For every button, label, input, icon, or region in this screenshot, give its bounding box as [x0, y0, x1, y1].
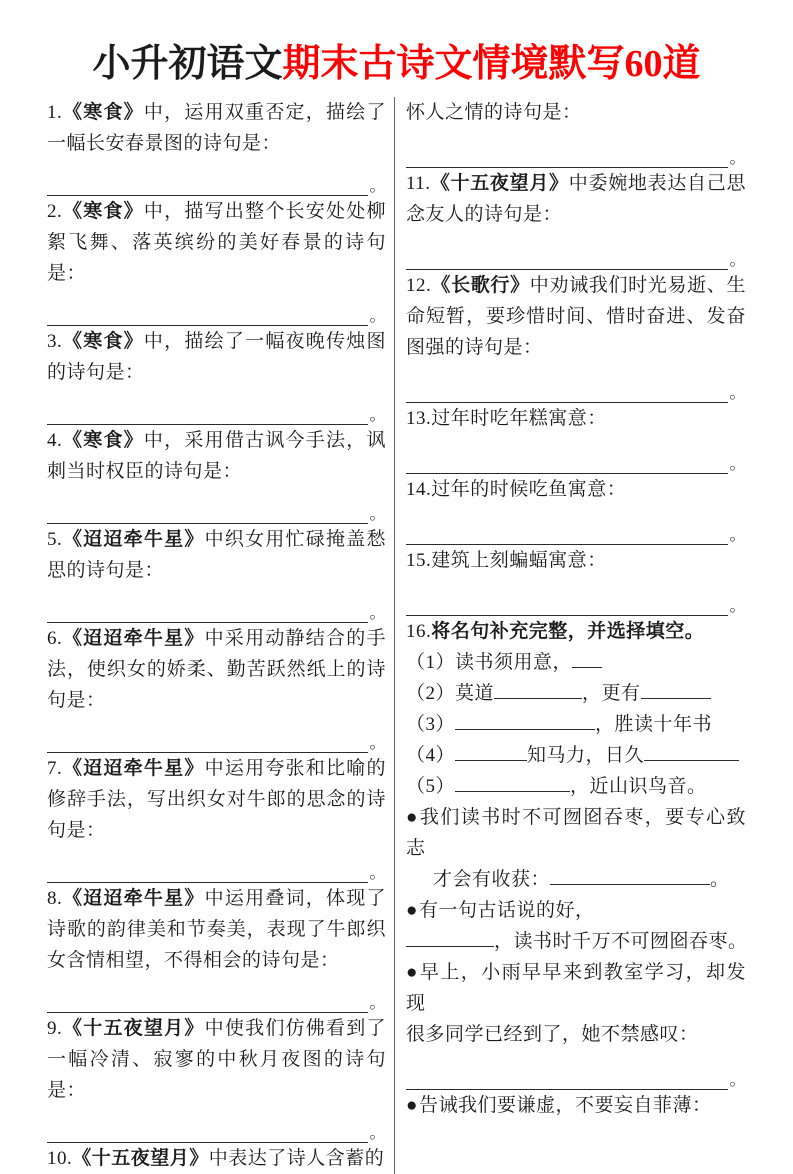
question-text: 过年的时候吃鱼寓意：: [431, 479, 627, 500]
bullet-note-3: [406, 957, 746, 1019]
period-mark: 。: [369, 735, 386, 752]
poem-title: 《十五夜望月》: [62, 1018, 205, 1039]
poem-title: 《寒食》: [62, 430, 144, 451]
bullet-text: 我们读书时不可囫囵吞枣，要专心致志: [406, 807, 746, 859]
fill-text: ，近山识鸟音。: [570, 776, 707, 797]
period-mark: 。: [369, 865, 386, 882]
question-number: 6.: [47, 628, 63, 649]
period-mark: 。: [369, 506, 386, 523]
bullet-note-1-line2: [406, 864, 746, 895]
bullet-note-2: [406, 895, 746, 926]
period-mark: 。: [369, 178, 386, 195]
answer-blank-q6[interactable]: [47, 716, 386, 753]
poem-title: 《迢迢牵牛星》: [62, 888, 205, 909]
question-13: [406, 403, 746, 434]
question-number: 5.: [47, 529, 63, 550]
question-number: 10.: [47, 1148, 73, 1169]
answer-blank-q12[interactable]: [406, 363, 746, 403]
question-10: [47, 1143, 386, 1174]
bullet-text: 早上，小雨早早来到教室学习，却发现: [406, 962, 746, 1014]
title-black-part: 小升初语文: [92, 43, 283, 85]
fill-text: 知马力，日久: [527, 745, 645, 766]
question-text: 中表达了诗人含蓄的: [208, 1148, 385, 1169]
poem-title: 《长歌行》: [431, 275, 530, 296]
question-text: 建筑上刻蝙蝠寓意：: [431, 550, 607, 571]
question-10-continuation: [406, 97, 746, 128]
question-number: 11.: [406, 173, 431, 194]
fill-text: （3）: [406, 714, 456, 735]
left-column: [47, 97, 386, 1174]
poem-title: 《迢迢牵牛星》: [62, 529, 205, 550]
question-number: 4.: [47, 430, 63, 451]
fill-text: （1）读书须用意，: [406, 652, 573, 673]
inline-answer-blank[interactable]: [455, 744, 527, 761]
bullet-text: 才会有收获：: [433, 869, 551, 890]
answer-blank-q8[interactable]: [47, 976, 386, 1013]
inline-answer-blank[interactable]: [550, 868, 710, 885]
question-3: [47, 326, 386, 388]
period-mark: 。: [729, 150, 746, 167]
answer-blank-q11[interactable]: [406, 230, 746, 270]
question-14: [406, 474, 746, 505]
period-mark: 。: [369, 995, 386, 1012]
question-9: [47, 1013, 386, 1106]
bullet-text: 很多同学已经到了，她不禁感叹：: [406, 1024, 699, 1045]
right-column: [406, 97, 746, 1174]
question-number: 12.: [406, 275, 432, 296]
bullet-note-1: [406, 802, 746, 864]
period-mark: 。: [710, 869, 730, 890]
question-8: [47, 883, 386, 976]
question-1: [47, 97, 386, 159]
period-mark: 。: [729, 598, 746, 615]
question-15: [406, 545, 746, 576]
fill-item-5: [406, 771, 746, 802]
answer-blank-q9[interactable]: [47, 1106, 386, 1143]
answer-blank-q15[interactable]: [406, 576, 746, 616]
question-text: 将名句补充完整，并选择填空。: [431, 621, 705, 642]
question-text: 中使我们仿佛看到了一幅冷清、寂寥的中秋月夜图的诗句是：: [47, 1018, 386, 1101]
question-number: 8.: [47, 888, 63, 909]
answer-blank-q5[interactable]: [47, 586, 386, 623]
bullet-note-4: [406, 1090, 746, 1121]
period-mark: 。: [369, 308, 386, 325]
answer-blank-q7[interactable]: [47, 846, 386, 883]
question-number: 9.: [47, 1018, 63, 1039]
bullet-text: 有一句古话说的好，: [418, 900, 595, 921]
question-7: [47, 753, 386, 846]
fill-text: （5）: [406, 776, 456, 797]
inline-answer-blank[interactable]: [455, 713, 595, 730]
fill-item-2: [406, 678, 746, 709]
fill-text: ，胜读十年书: [595, 714, 713, 735]
inline-answer-blank[interactable]: [641, 682, 711, 699]
question-number: 7.: [47, 758, 63, 779]
poem-title: 《迢迢牵牛星》: [62, 628, 205, 649]
period-mark: 。: [729, 385, 746, 402]
question-11: [406, 168, 746, 230]
bullet-icon: ●: [406, 1095, 418, 1116]
question-6: [47, 623, 386, 716]
fill-text: （4）: [406, 745, 456, 766]
bullet-note-2-line2: [406, 926, 746, 957]
inline-answer-blank[interactable]: [455, 775, 570, 792]
fill-text: （2）莫道: [406, 683, 495, 704]
bullet-note-3-line2: [406, 1019, 746, 1050]
question-text: 中委婉地表达自己思念友人的诗句是：: [406, 173, 746, 225]
period-mark: 。: [729, 456, 746, 473]
bullet-text: 告诫我们要谦虚，不要妄自菲薄：: [418, 1095, 712, 1116]
bullet-text: ，读书时千万不可囫囵吞枣。: [494, 931, 748, 952]
question-number: 3.: [47, 331, 63, 352]
question-16-heading: [406, 616, 746, 647]
answer-blank-q13[interactable]: [406, 434, 746, 474]
period-mark: 。: [729, 252, 746, 269]
answer-blank-q14[interactable]: [406, 505, 746, 545]
page-title: [0, 42, 793, 88]
question-number: 14.: [406, 479, 432, 500]
answer-blank-bullet-3[interactable]: [406, 1050, 746, 1090]
question-text: 中，采用借古讽今手法，讽刺当时权臣的诗句是：: [47, 430, 386, 482]
period-mark: 。: [369, 605, 386, 622]
question-text: 中织女用忙碌掩盖愁思的诗句是：: [47, 529, 386, 581]
answer-blank-q2[interactable]: [47, 289, 386, 326]
answer-blank-q3[interactable]: [47, 388, 386, 425]
question-text: 怀人之情的诗句是：: [406, 102, 582, 123]
question-text: 过年时吃年糕寓意：: [431, 408, 607, 429]
question-text: 中劝诫我们时光易逝、生命短暂，要珍惜时间、惜时奋进、发奋图强的诗句是：: [406, 275, 746, 358]
poem-title: 《迢迢牵牛星》: [62, 758, 205, 779]
question-4: [47, 425, 386, 487]
inline-answer-blank[interactable]: [644, 744, 739, 761]
two-column-body: [47, 97, 746, 1174]
inline-answer-blank[interactable]: [572, 651, 602, 668]
period-mark: 。: [369, 1125, 386, 1142]
question-text: 中，描写出整个长安处处柳絮飞舞、落英缤纷的美好春景的诗句是：: [47, 201, 386, 284]
question-number: 2.: [47, 201, 63, 222]
fill-text: ，更有: [582, 683, 641, 704]
poem-title: 《十五夜望月》: [430, 173, 569, 194]
poem-title: 《寒食》: [62, 331, 144, 352]
title-red-part: 期末古诗文情境默写60道: [282, 43, 701, 85]
fill-item-4: [406, 740, 746, 771]
question-text: 中采用动静结合的手法，使织女的娇柔、勤苦跃然纸上的诗句是：: [47, 628, 386, 711]
column-divider: [394, 97, 395, 1174]
answer-blank-q1[interactable]: [47, 159, 386, 196]
period-mark: 。: [729, 1072, 746, 1089]
question-number: 1.: [47, 102, 63, 123]
poem-title: 《寒食》: [62, 201, 144, 222]
question-number: 15.: [406, 550, 432, 571]
question-text: 中，描绘了一幅夜晚传烛图的诗句是：: [47, 331, 386, 383]
question-number: 13.: [406, 408, 432, 429]
poem-title: 《十五夜望月》: [72, 1148, 209, 1169]
period-mark: 。: [729, 527, 746, 544]
question-12: [406, 270, 746, 363]
fill-item-3: [406, 709, 746, 740]
question-text: 中运用叠词，体现了诗歌的韵律美和节奏美，表现了牛郎织女含情相望，不得相会的诗句是：: [47, 888, 386, 971]
answer-blank-q10[interactable]: [406, 128, 746, 168]
question-2: [47, 196, 386, 289]
bullet-icon: ●: [406, 807, 419, 828]
inline-answer-blank[interactable]: [406, 930, 494, 947]
question-5: [47, 524, 386, 586]
question-text: 中运用夸张和比喻的修辞手法，写出织女对牛郎的思念的诗句是：: [47, 758, 386, 841]
question-number: 16.: [406, 621, 432, 642]
bullet-icon: ●: [406, 962, 419, 983]
question-text: 中，运用双重否定，描绘了一幅长安春景图的诗句是：: [47, 102, 386, 154]
inline-answer-blank[interactable]: [494, 682, 582, 699]
poem-title: 《寒食》: [62, 102, 144, 123]
answer-blank-q4[interactable]: [47, 487, 386, 524]
period-mark: 。: [369, 407, 386, 424]
fill-item-1: [406, 647, 746, 678]
bullet-icon: ●: [406, 900, 418, 921]
